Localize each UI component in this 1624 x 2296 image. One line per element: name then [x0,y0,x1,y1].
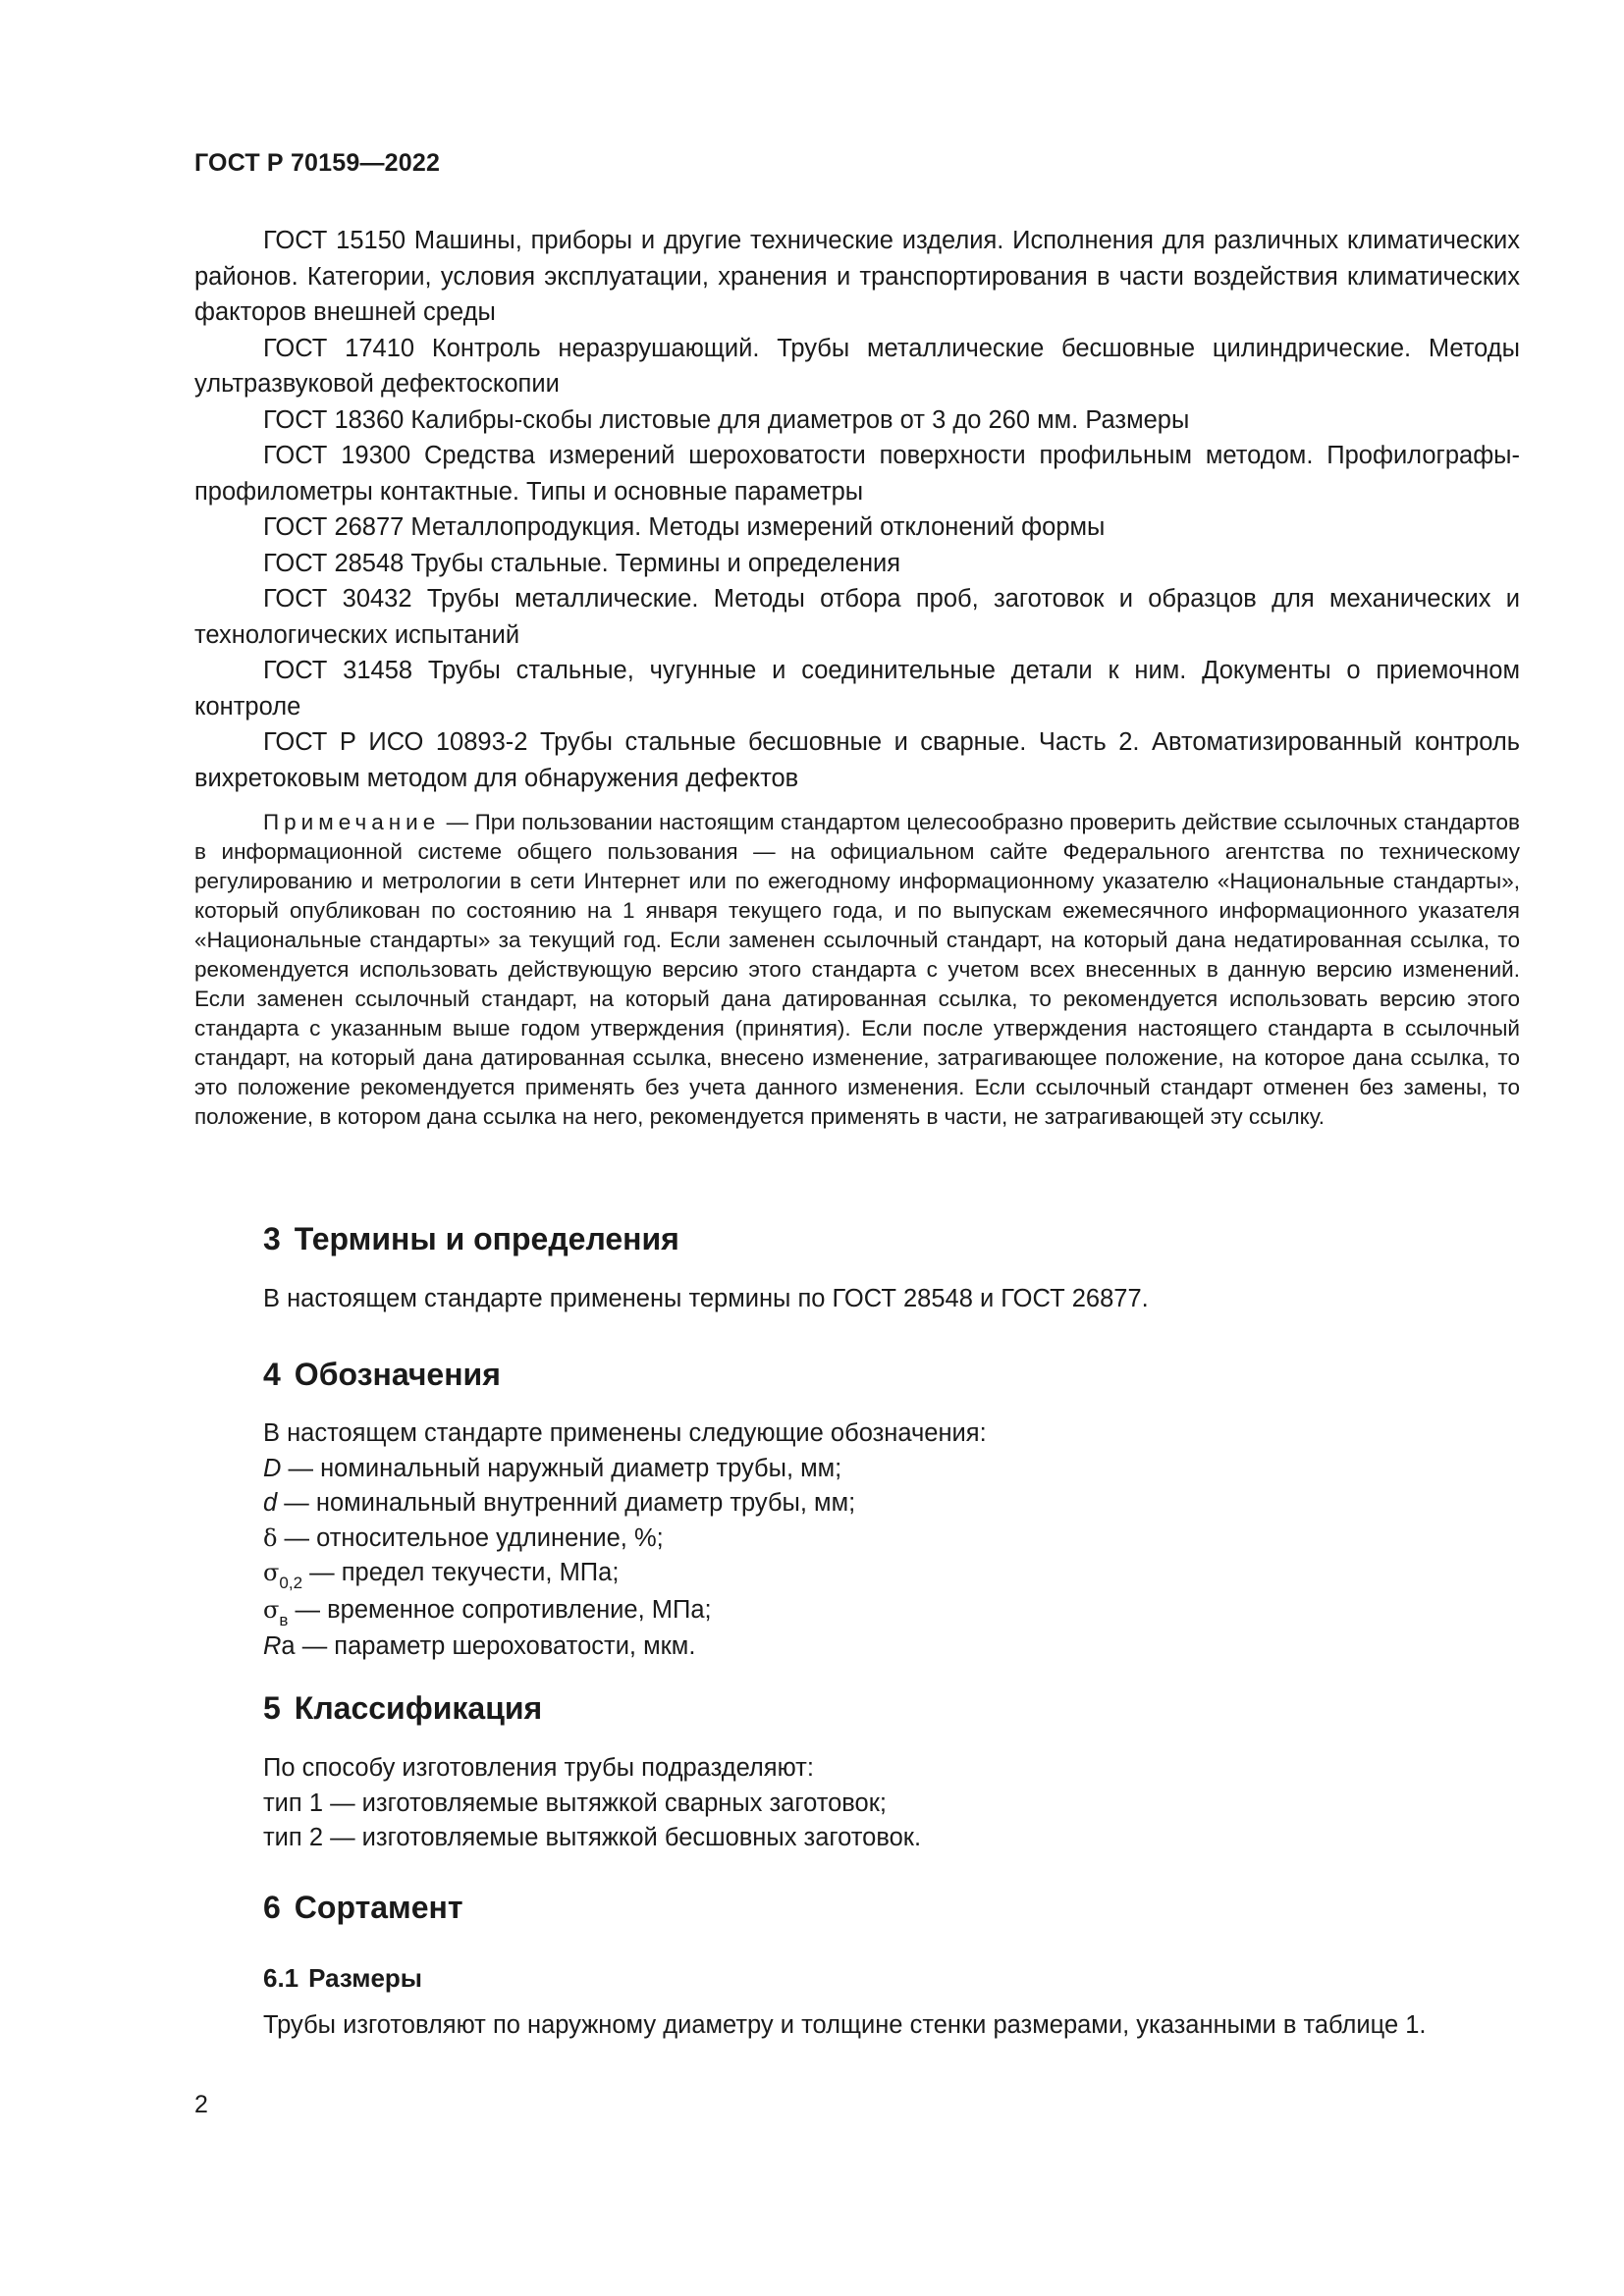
symbol: σ [263,1559,280,1586]
symbol-definition: — номинальный внутренний диаметр трубы, мм; [277,1489,856,1517]
section-title: Термины и определения [294,1221,679,1256]
symbol: d [263,1489,278,1517]
symbols-intro: В настоящем стандарте применены следующие обозначения: [263,1419,987,1447]
section-number: 6 [263,1890,281,1925]
symbol-subscript: в [279,1610,289,1629]
reference-item: ГОСТ 26877 Металлопродукция. Методы измерений отклонений формы [263,513,1106,541]
reference-item: ГОСТ Р ИСО 10893-2 Трубы стальные бесшовные и сварные. Часть 2. Автоматизированный контроль вихретоковым методом для обнаружения дефектов [194,728,1520,792]
section-number: 4 [263,1357,281,1392]
classification-intro: По способу изготовления трубы подразделяют: [263,1754,814,1782]
symbol-item [263,1522,987,1557]
symbol-definition: — предел текучести, МПа; [302,1559,620,1586]
page-number: 2 [194,2091,208,2118]
symbol-definition: — временное сопротивление, МПа; [288,1595,712,1624]
subsection-number: 6.1 [263,1963,299,1993]
symbol-item [263,1556,987,1593]
normative-references-list [194,223,1520,796]
note-text: — При пользовании настоящим стандартом целесообразно проверить действие ссылочных стандартов в информационной системе общего пользования — на официальном сайте Федерального агентства по техническому регулированию и метрологии в сети Интернет или по ежегодному информационному указателю «Национальные стандарты», который опубликован по состоянию на 1 января текущего года, и по выпускам ежемесячного информационного указателя «Национальные стандарты» за текущий год. Если заменен ссылочный стандарт, на который дана недатированная ссылка, то рекомендуется использовать действующую версию этого стандарта с учетом всех внесенных в данную версию изменений. Если заменен ссылочный стандарт, на который дана датированная ссылка, то рекомендуется использовать версию этого стандарта с указанным выше годом утверждения (принятия). Если после утверждения настоящего стандарта в ссылочный стандарт, на который дана датированная ссылка, внесено изменение, затрагивающее положение, на которое дана ссылка, то это положение рекомендуется применять без учета данного изменения. Если ссылочный стандарт отменен без замены, то положение, в котором дана ссылка на него, рекомендуется применять в части, не затрагивающей эту ссылку. [194,810,1520,1129]
reference-item: ГОСТ 15150 Машины, приборы и другие технические изделия. Исполнения для различных климатических районов. Категории, условия эксплуатации, хранения и транспортирования в части воздействия климатических факторов внешней среды [194,227,1520,326]
symbol: D [263,1454,282,1482]
section-5-heading [263,1688,542,1728]
section-3-heading [263,1219,679,1258]
symbol-item [263,1629,987,1665]
reference-item: ГОСТ 31458 Трубы стальные, чугунные и соединительные детали к ним. Документы о приемочном контроле [194,657,1520,721]
section-number: 5 [263,1690,281,1726]
note-label: Примечание [263,810,441,834]
section-3-text: В настоящем стандарте применены термины по ГОСТ 28548 и ГОСТ 26877. [263,1285,1149,1312]
symbol: δ [263,1523,278,1552]
document-header: ГОСТ Р 70159—2022 [194,149,441,177]
reference-item: ГОСТ 30432 Трубы металлические. Методы отбора проб, заготовок и образцов для механических и технологических испытаний [194,585,1520,649]
section-title: Классификация [294,1690,543,1726]
symbol-definition: — относительное удлинение, %; [277,1523,664,1552]
section-title: Сортамент [294,1890,463,1925]
section-6-text: Трубы изготовляют по наружному диаметру и толщине стенки размерами, указанными в таблице 1. [263,2011,1427,2039]
reference-item: ГОСТ 17410 Контроль неразрушающий. Трубы металлические бесшовные цилиндрические. Методы ультразвуковой дефектоскопии [194,334,1520,398]
section-number: 3 [263,1221,281,1256]
symbol: R [263,1632,282,1660]
symbol-definition: a — параметр шероховатости, мкм. [281,1632,696,1660]
symbols-list [263,1416,987,1665]
symbol-item [263,1593,987,1630]
section-4-heading [263,1355,501,1394]
symbol-item [263,1486,987,1522]
section-title: Обозначения [294,1357,501,1392]
subsection-title: Размеры [308,1963,422,1993]
classification-item: тип 2 — изготовляемые вытяжкой бесшовных заготовок. [263,1824,922,1851]
reference-item: ГОСТ 28548 Трубы стальные. Термины и определения [263,549,901,577]
note-paragraph [194,808,1520,1132]
reference-item: ГОСТ 19300 Средства измерений шероховатости поверхности профильным методом. Профилографы-профилометры контактные. Типы и основные параметры [194,442,1520,506]
classification-item: тип 1 — изготовляемые вытяжкой сварных заготовок; [263,1789,887,1817]
symbol-subscript: 0,2 [279,1574,303,1592]
subsection-6-1-heading [263,1961,422,1995]
classification-list [263,1751,921,1856]
symbol-item [263,1452,987,1487]
section-6-heading [263,1888,463,1927]
symbol-definition: — номинальный наружный диаметр трубы, мм; [281,1454,842,1482]
reference-item: ГОСТ 18360 Калибры-скобы листовые для диаметров от 3 до 260 мм. Размеры [263,405,1190,434]
symbol: σ [263,1595,280,1624]
